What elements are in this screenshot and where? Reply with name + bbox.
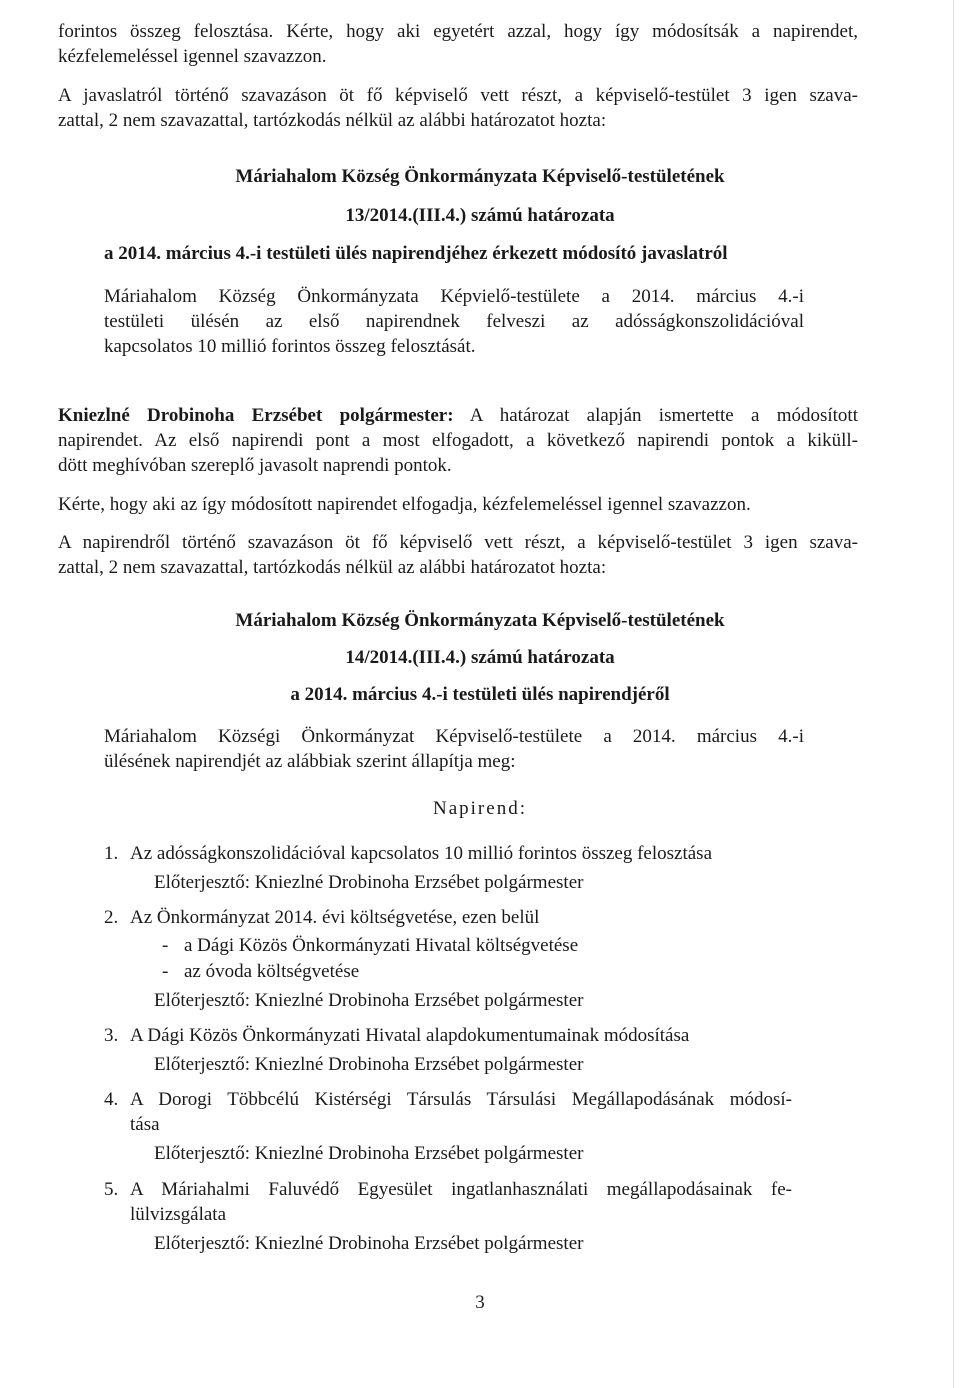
agenda-item-number: 4. (104, 1089, 119, 1110)
agenda-item-text: tása (130, 1114, 160, 1135)
paragraph-line: A napirendről történő szavazáson öt fő képviselő vett részt, a képviselő-testület 3 igen szava- (58, 532, 858, 553)
agenda-item-presenter: Előterjesztő: Kniezlné Drobinoha Erzsébet polgármester (154, 1143, 584, 1164)
mayor-name: Kniezlné Drobinoha Erzsébet polgármester: (58, 405, 454, 426)
agenda-item-text: Az adósságkonszolidációval kapcsolatos 10 millió forintos összeg felosztása (130, 843, 713, 864)
paragraph-line: zattal, 2 nem szavazattal, tartózkodás nélkül az alábbi határozatot hozta: (58, 110, 607, 131)
paragraph-line: kézfelemeléssel igennel szavazzon. (58, 46, 327, 67)
resolution-subject: a 2014. március 4.-i testületi ülés napirendjéhez érkezett módosító javaslatról (104, 243, 728, 264)
resolution-body-line: ülésének napirendjét az alábbiak szerint állapítja meg: (104, 751, 516, 772)
paragraph-line: zattal, 2 nem szavazattal, tartózkodás nélkül az alábbi határozatot hozta: (58, 557, 607, 578)
agenda-item-text: A Dorogi Többcélú Kistérségi Társulás Társulási Megállapodásának módosí- (130, 1089, 792, 1110)
agenda-item-text: A Dági Közös Önkormányzati Hivatal alapdokumentumainak módosítása (130, 1025, 690, 1046)
agenda-item-presenter: Előterjesztő: Kniezlné Drobinoha Erzsébet polgármester (154, 872, 584, 893)
agenda-item-presenter: Előterjesztő: Kniezlné Drobinoha Erzsébet polgármester (154, 1233, 584, 1254)
agenda-item-presenter: Előterjesztő: Kniezlné Drobinoha Erzsébet polgármester (154, 990, 584, 1011)
agenda-subitem-text: a Dági Közös Önkormányzati Hivatal költségvetése (184, 935, 579, 956)
agenda-subitem-dash: - (162, 961, 169, 982)
paragraph-line: napirendet. Az első napirendi pont a most elfogadott, a következő napirendi pontok a kiküll- (58, 430, 858, 451)
agenda-title: Napirend: (433, 798, 527, 819)
scan-edge-line (953, 0, 954, 1388)
resolution-subject: a 2014. március 4.-i testületi ülés napirendjéről (290, 684, 670, 705)
resolution-body-line: Máriahalom Községi Önkormányzat Képviselő-testülete a 2014. március 4.-i (104, 726, 804, 747)
resolution-number: 14/2014.(III.4.) számú határozata (345, 647, 615, 668)
mayor-statement-line (58, 404, 858, 428)
agenda-subitem-text: az óvoda költségvetése (184, 961, 360, 982)
agenda-item-number: 5. (104, 1179, 119, 1200)
agenda-item-text: lülvizsgálata (130, 1204, 227, 1225)
resolution-title: Máriahalom Község Önkormányzata Képviselő-testületének (235, 166, 725, 187)
resolution-number: 13/2014.(III.4.) számú határozata (345, 205, 615, 226)
page-number: 3 (475, 1292, 485, 1313)
resolution-body-line: kapcsolatos 10 millió forintos összeg felosztását. (104, 336, 476, 357)
paragraph-line: dött meghívóban szereplő javasolt naprendi pontok. (58, 455, 452, 476)
agenda-item-text: A Máriahalmi Faluvédő Egyesület ingatlanhasználati megállapodásainak fe- (130, 1179, 792, 1200)
agenda-item-presenter: Előterjesztő: Kniezlné Drobinoha Erzsébet polgármester (154, 1054, 584, 1075)
agenda-item-number: 3. (104, 1025, 119, 1046)
resolution-title: Máriahalom Község Önkormányzata Képviselő-testületének (235, 610, 725, 631)
paragraph-line: Kérte, hogy aki az így módosított napirendet elfogadja, kézfelemeléssel igennel szavazzon. (58, 494, 751, 515)
paragraph-line: A javaslatról történő szavazáson öt fő képviselő vett részt, a képviselő-testület 3 igen szava- (58, 85, 858, 106)
agenda-item-text: Az Önkormányzat 2014. évi költségvetése, ezen belül (130, 907, 540, 928)
paragraph-line: forintos összeg felosztása. Kérte, hogy aki egyetért azzal, hogy így módosítsák a napirendet, (58, 21, 858, 42)
agenda-item-number: 1. (104, 843, 119, 864)
agenda-subitem-dash: - (162, 935, 169, 956)
resolution-body-line: testületi ülésén az első napirendnek felveszi az adósságkonszolidációval (104, 311, 804, 332)
agenda-item-number: 2. (104, 907, 119, 928)
mayor-statement-text: A határozat alapján ismertette a módosított (469, 405, 858, 426)
resolution-body-line: Máriahalom Község Önkormányzata Képvielő-testülete a 2014. március 4.-i (104, 286, 804, 307)
